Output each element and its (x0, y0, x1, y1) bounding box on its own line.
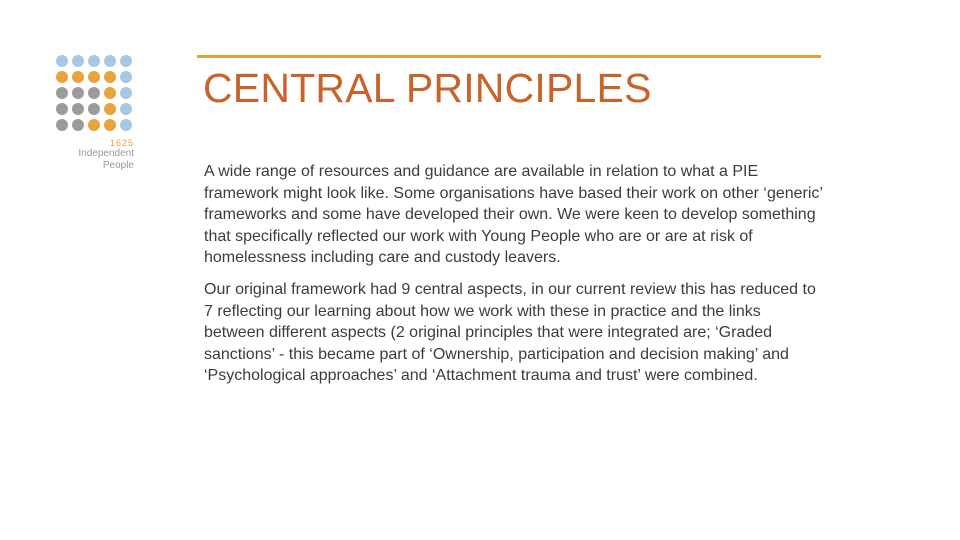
logo-dot-blue (120, 55, 132, 67)
logo-dot-orange (104, 71, 116, 83)
logo-dot-orange (104, 87, 116, 99)
body-paragraph-1: A wide range of resources and guidance are available in relation to what a PIE framework might look like. Some organisations have based their work on other ‘generic’ frameworks and some have developed their own. We were keen to develop something that specifically reflected our work with Young People who are or are at risk of homelessness including care and custody leavers. (204, 163, 823, 267)
logo-dot-gray (56, 87, 68, 99)
logo-dot-gray (72, 103, 84, 115)
logo-dot-blue (72, 55, 84, 67)
logo-dot-orange (72, 71, 84, 83)
title-rule (197, 55, 821, 58)
logo-dot-orange (88, 71, 100, 83)
logo-dot-gray (56, 119, 68, 131)
logo-1625-independent-people (56, 55, 136, 180)
logo-dot-blue (120, 71, 132, 83)
logo-dot-gray (72, 119, 84, 131)
logo-text-people: People (102, 160, 134, 171)
logo-dot-blue (104, 55, 116, 67)
logo-dot-blue (120, 119, 132, 131)
logo-dot-orange (88, 119, 100, 131)
logo-dot-orange (104, 103, 116, 115)
logo-dot-gray (72, 87, 84, 99)
slide-title: CENTRAL PRINCIPLES (203, 65, 652, 111)
logo-dot-blue (88, 55, 100, 67)
logo-text-independent: Independent (78, 148, 134, 159)
logo-dot-blue (120, 103, 132, 115)
slide-body (204, 161, 824, 397)
logo-dot-gray (88, 87, 100, 99)
logo-dot-orange (104, 119, 116, 131)
logo-year: 1625 (109, 138, 134, 148)
body-paragraph-2: Our original framework had 9 central aspects, in our current review this has reduced to 7 reflecting our learning about how we work with these in practice and the links between different aspects (2 original principles that were integrated are; ‘Graded sanctions’ - this became part of ‘Ownership, participation and decision making’ and ‘Psychological approaches’ and ‘Attachment trauma and trust’ were combined. (204, 280, 816, 385)
logo-dot-blue (56, 55, 68, 67)
logo-dot-gray (56, 103, 68, 115)
logo-dot-orange (56, 71, 68, 83)
logo-dot-grid (56, 55, 136, 135)
logo-dot-blue (120, 87, 132, 99)
logo-dot-gray (88, 103, 100, 115)
